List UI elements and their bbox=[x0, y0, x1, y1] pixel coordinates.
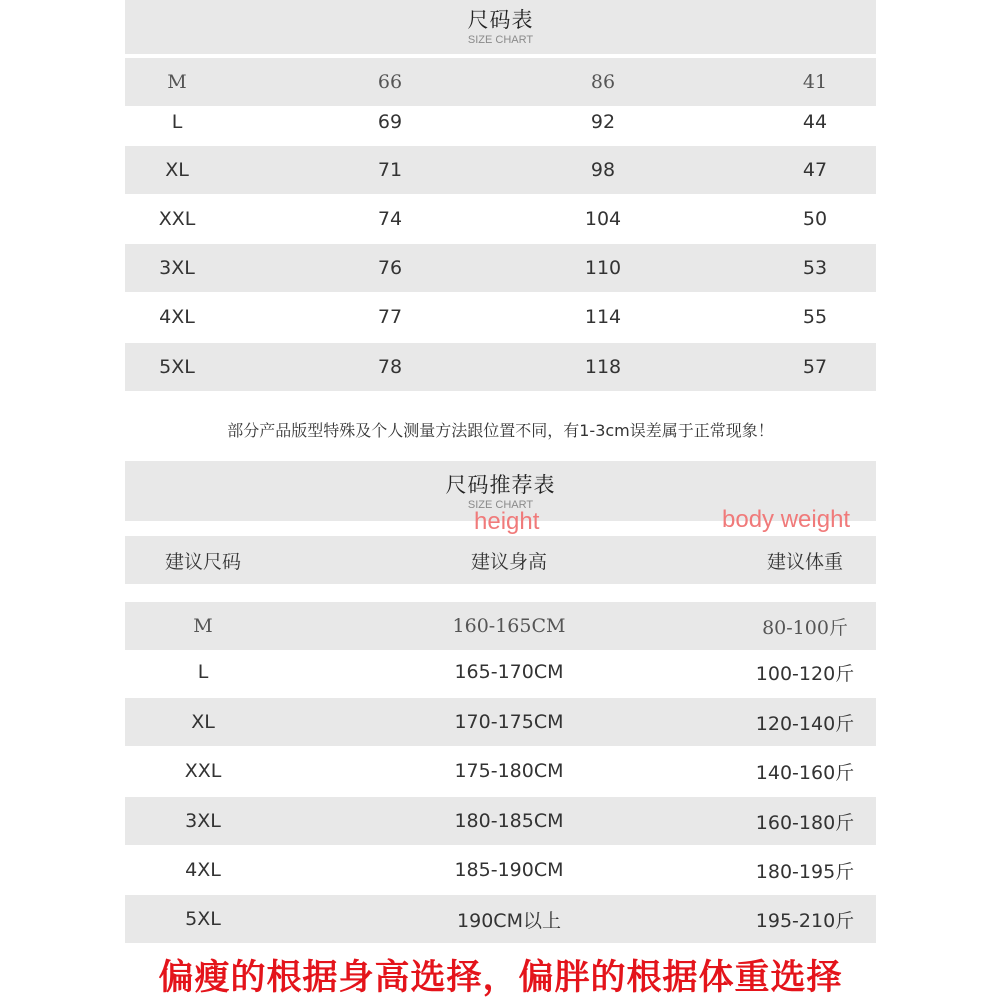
size-chart-title: 尺码表 bbox=[467, 8, 534, 32]
size-cell: L bbox=[171, 111, 183, 133]
height-cell: 185-190CM bbox=[454, 859, 564, 881]
size-cell: 4XL bbox=[185, 859, 221, 881]
weight-cell: 180-195斤 bbox=[755, 860, 855, 883]
table-row bbox=[125, 797, 876, 845]
table-row bbox=[125, 648, 876, 696]
value-cell: 110 bbox=[584, 257, 622, 279]
value-cell: 76 bbox=[377, 257, 403, 279]
selection-advice: 偏瘦的根据身高选择，偏胖的根据体重选择 bbox=[158, 958, 843, 998]
value-cell: 69 bbox=[377, 111, 403, 133]
size-cell: 5XL bbox=[185, 908, 221, 930]
height-cell: 160-165CM bbox=[452, 615, 566, 637]
size-cell: L bbox=[197, 661, 209, 683]
value-cell: 114 bbox=[584, 306, 622, 328]
table-row bbox=[125, 602, 876, 650]
table-row bbox=[125, 698, 876, 746]
size-cell: 5XL bbox=[159, 356, 195, 378]
value-cell: 74 bbox=[377, 208, 403, 230]
size-cell: 4XL bbox=[159, 306, 195, 328]
size-chart-header bbox=[125, 0, 876, 54]
measurement-note: 部分产品版型特殊及个人测量方法跟位置不同，有1-3cm误差属于正常现象！ bbox=[227, 421, 774, 440]
weight-cell: 195-210斤 bbox=[755, 909, 855, 932]
header-weight: 建议体重 bbox=[766, 550, 843, 573]
value-cell: 53 bbox=[802, 257, 828, 279]
table-row bbox=[125, 846, 876, 894]
value-cell: 77 bbox=[377, 306, 403, 328]
table-row bbox=[125, 293, 876, 341]
body-weight-annotation: body weight bbox=[722, 506, 851, 533]
table-row bbox=[125, 343, 876, 391]
value-cell: 86 bbox=[590, 71, 616, 93]
value-cell: 118 bbox=[584, 356, 622, 378]
value-cell: 44 bbox=[802, 111, 828, 133]
weight-cell: 80-100斤 bbox=[762, 616, 848, 639]
value-cell: 98 bbox=[590, 159, 616, 181]
weight-cell: 160-180斤 bbox=[755, 811, 855, 834]
height-cell: 180-185CM bbox=[454, 810, 564, 832]
height-cell: 165-170CM bbox=[454, 661, 564, 683]
size-chart-subtitle: SIZE CHART bbox=[467, 34, 534, 46]
recommend-chart-title: 尺码推荐表 bbox=[445, 473, 556, 497]
weight-cell: 100-120斤 bbox=[755, 662, 855, 685]
value-cell: 55 bbox=[802, 306, 828, 328]
recommend-header-row bbox=[125, 536, 876, 584]
table-row bbox=[125, 244, 876, 292]
value-cell: 41 bbox=[802, 71, 828, 93]
table-row bbox=[125, 98, 876, 146]
value-cell: 104 bbox=[584, 208, 622, 230]
height-cell: 175-180CM bbox=[454, 760, 564, 782]
table-row bbox=[125, 895, 876, 943]
weight-cell: 120-140斤 bbox=[755, 712, 855, 735]
size-cell: M bbox=[193, 615, 213, 637]
value-cell: 47 bbox=[802, 159, 828, 181]
size-cell: 3XL bbox=[159, 257, 195, 279]
header-height: 建议身高 bbox=[470, 550, 547, 573]
height-annotation: height bbox=[474, 508, 540, 535]
height-cell: 170-175CM bbox=[454, 711, 564, 733]
table-row bbox=[125, 747, 876, 795]
table-row bbox=[125, 146, 876, 194]
size-cell: XL bbox=[191, 711, 215, 733]
value-cell: 57 bbox=[802, 356, 828, 378]
height-cell: 190CM以上 bbox=[457, 909, 561, 932]
value-cell: 66 bbox=[377, 71, 403, 93]
header-size: 建议尺码 bbox=[164, 550, 241, 573]
value-cell: 50 bbox=[802, 208, 828, 230]
weight-cell: 140-160斤 bbox=[755, 761, 855, 784]
table-row bbox=[125, 195, 876, 243]
value-cell: 71 bbox=[377, 159, 403, 181]
value-cell: 78 bbox=[377, 356, 403, 378]
size-cell: XXL bbox=[184, 760, 222, 782]
size-cell: XXL bbox=[158, 208, 196, 230]
size-cell: 3XL bbox=[185, 810, 221, 832]
recommend-chart-subtitle: SIZE CHART bbox=[467, 499, 534, 511]
value-cell: 92 bbox=[590, 111, 616, 133]
size-cell: M bbox=[167, 71, 187, 93]
size-cell: XL bbox=[165, 159, 189, 181]
